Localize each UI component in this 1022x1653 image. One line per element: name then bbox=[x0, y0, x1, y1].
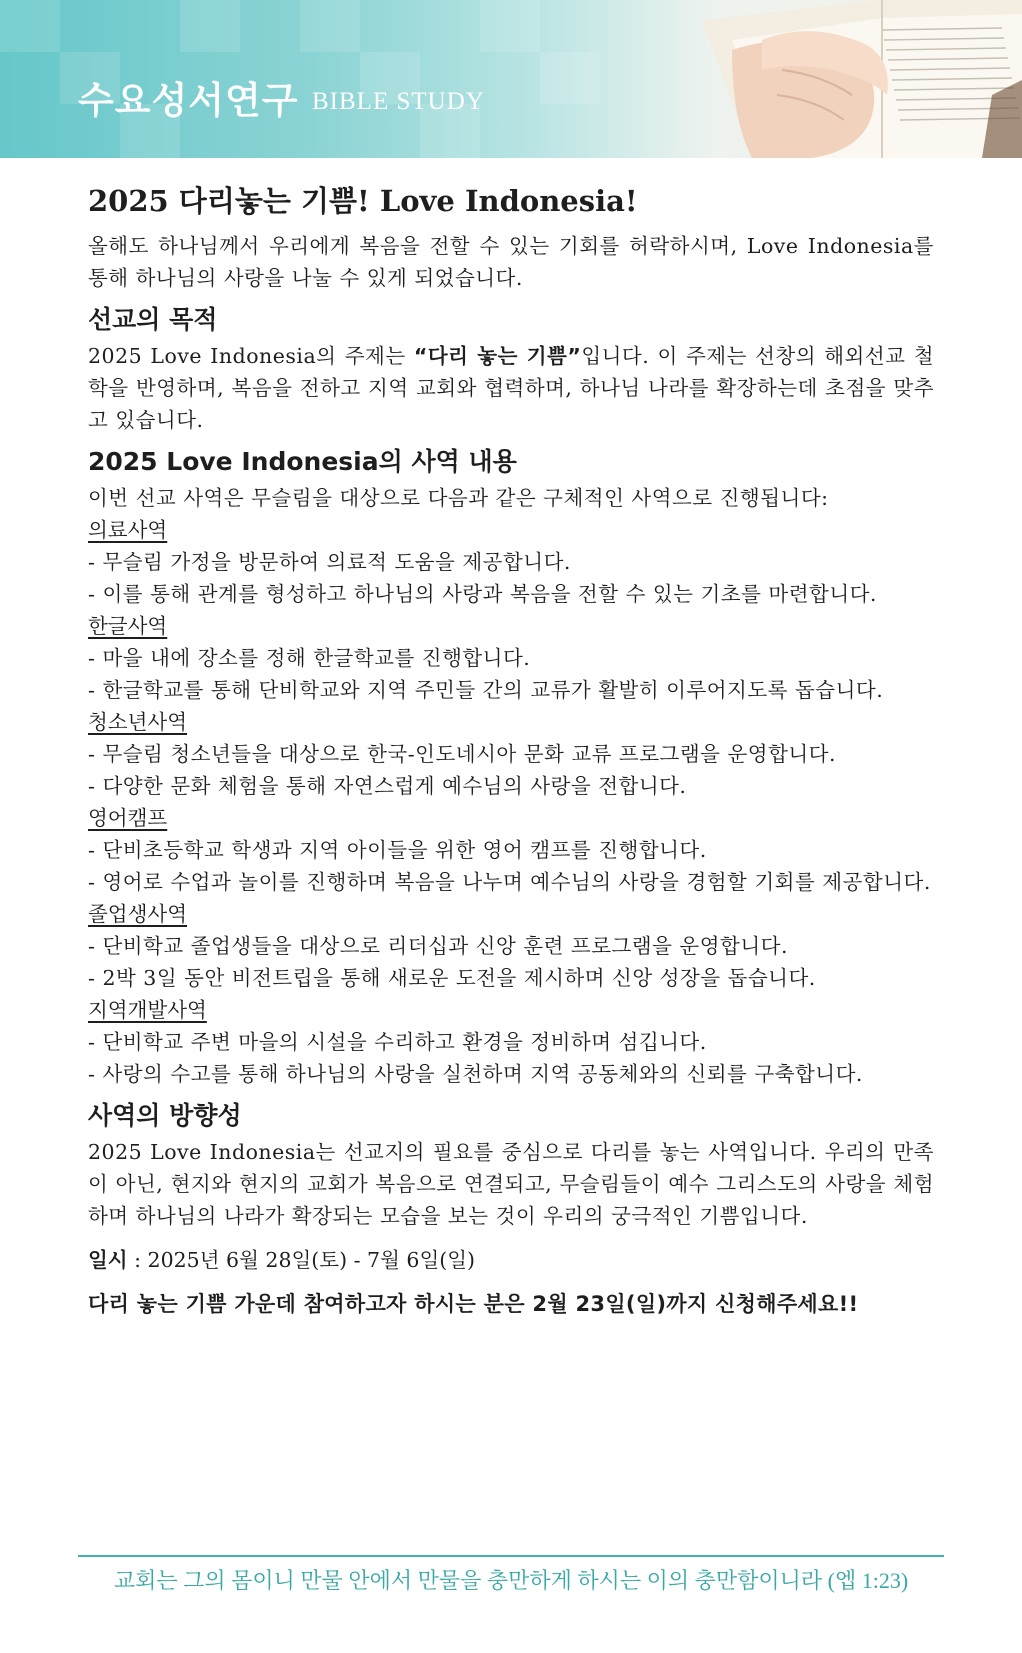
ministry-title: 한글사역 bbox=[88, 614, 168, 638]
footer-verse: 교회는 그의 몸이니 만물 안에서 만물을 충만하게 하시는 이의 충만함이니라 (엡 1:23) bbox=[113, 1568, 909, 1593]
ministry-bullet: - 무슬림 가정을 방문하여 의료적 도움을 제공합니다. bbox=[88, 550, 571, 574]
ministry-medical bbox=[88, 514, 934, 610]
ministry-bullet: - 단비초등학교 학생과 지역 아이들을 위한 영어 캠프를 진행합니다. bbox=[88, 838, 707, 862]
banner-title: 수요성서연구 bbox=[78, 79, 299, 122]
banner-tile bbox=[480, 0, 540, 52]
banner-subtitle: BIBLE STUDY bbox=[312, 88, 485, 115]
purpose-text-after: 입니다. 이 주제는 선창의 해외선교 철학을 반영하며, 복음을 전하고 지역 교회와 협력하며, 하나님 나라를 확장하는데 초점을 맞추고 있습니다. bbox=[88, 344, 934, 432]
ministry-title: 청소년사역 bbox=[88, 710, 188, 734]
ministry-korean bbox=[88, 610, 934, 706]
article-title: 2025 다리놓는 기쁨! Love Indonesia! bbox=[88, 184, 638, 218]
registration-callout: 다리 놓는 기쁨 가운데 참여하고자 하시는 분은 2월 23일(일)까지 신청해주세요!! bbox=[88, 1292, 859, 1316]
footer-divider bbox=[78, 1555, 944, 1557]
ministry-lead: 이번 선교 사역은 무슬림을 대상으로 다음과 같은 구체적인 사역으로 진행됩니다: bbox=[88, 486, 829, 510]
ministry-bullet: - 다양한 문화 체험을 통해 자연스럽게 예수님의 사랑을 전합니다. bbox=[88, 774, 687, 798]
header-banner bbox=[0, 0, 1022, 158]
article-body bbox=[88, 178, 934, 1320]
ministry-bullet: - 단비학교 졸업생들을 대상으로 리더십과 신앙 훈련 프로그램을 운영합니다. bbox=[88, 934, 788, 958]
ministry-title: 영어캠프 bbox=[88, 806, 168, 830]
ministry-bullet: - 사랑의 수고를 통해 하나님의 사랑을 실천하며 지역 공동체와의 신뢰를 구축합니다. bbox=[88, 1062, 863, 1086]
purpose-text-before: 2025 Love Indonesia의 주제는 bbox=[88, 344, 414, 368]
ministry-title: 졸업생사역 bbox=[88, 902, 188, 926]
ministry-bullet: - 2박 3일 동안 비전트립을 통해 새로운 도전을 제시하며 신앙 성장을 돕습니다. bbox=[88, 966, 816, 990]
ministry-bullet: - 무슬림 청소년들을 대상으로 한국-인도네시아 문화 교류 프로그램을 운영합니다. bbox=[88, 742, 836, 766]
ministry-title: 의료사역 bbox=[88, 518, 168, 542]
ministry-community-development bbox=[88, 994, 934, 1090]
banner-tile bbox=[180, 0, 240, 52]
ministry-bullet: - 한글학교를 통해 단비학교와 지역 주민들 간의 교류가 활발히 이루어지도록 돕습니다. bbox=[88, 678, 884, 702]
purpose-paragraph bbox=[88, 340, 934, 436]
ministry-bullet: - 단비학교 주변 마을의 시설을 수리하고 환경을 정비하며 섬깁니다. bbox=[88, 1030, 707, 1054]
schedule-value: : 2025년 6월 28일(토) - 7월 6일(일) bbox=[127, 1248, 476, 1272]
ministry-youth bbox=[88, 706, 934, 802]
intro-paragraph: 올해도 하나님께서 우리에게 복음을 전할 수 있는 기회를 허락하시며, Love Indonesia를 통해 하나님의 사랑을 나눌 수 있게 되었습니다. bbox=[88, 234, 934, 290]
banner-tile bbox=[0, 0, 60, 52]
ministry-graduates bbox=[88, 898, 934, 994]
direction-heading: 사역의 방향성 bbox=[88, 1101, 242, 1130]
ministry-bullet: - 영어로 수업과 놀이를 진행하며 복음을 나누며 예수님의 사랑을 경험할 기회를 제공합니다. bbox=[88, 870, 931, 894]
ministry-english-camp bbox=[88, 802, 934, 898]
schedule-line bbox=[88, 1244, 934, 1276]
direction-paragraph: 2025 Love Indonesia는 선교지의 필요를 중심으로 다리를 놓는 사역입니다. 우리의 만족이 아닌, 현지와 현지의 교회가 복음으로 연결되고, 무슬림들이 예수 그리스도의 사랑을 체험하며 하나님의 나라가 확장되는 모습을 보는 것이 우리의 궁극적인 기쁨입니다. bbox=[88, 1140, 934, 1228]
ministry-bullet: - 이를 통해 관계를 형성하고 하나님의 사랑과 복음을 전할 수 있는 기초를 마련합니다. bbox=[88, 582, 877, 606]
ministry-heading: 2025 Love Indonesia의 사역 내용 bbox=[88, 447, 517, 476]
banner-tile bbox=[300, 0, 360, 52]
ministry-bullet: - 마을 내에 장소를 정해 한글학교를 진행합니다. bbox=[88, 646, 531, 670]
ministry-title: 지역개발사역 bbox=[88, 998, 207, 1022]
schedule-label: 일시 bbox=[88, 1248, 128, 1272]
purpose-theme: “다리 놓는 기쁨” bbox=[413, 344, 582, 368]
bible-hands-illustration bbox=[582, 0, 1022, 158]
purpose-heading: 선교의 목적 bbox=[88, 305, 218, 334]
